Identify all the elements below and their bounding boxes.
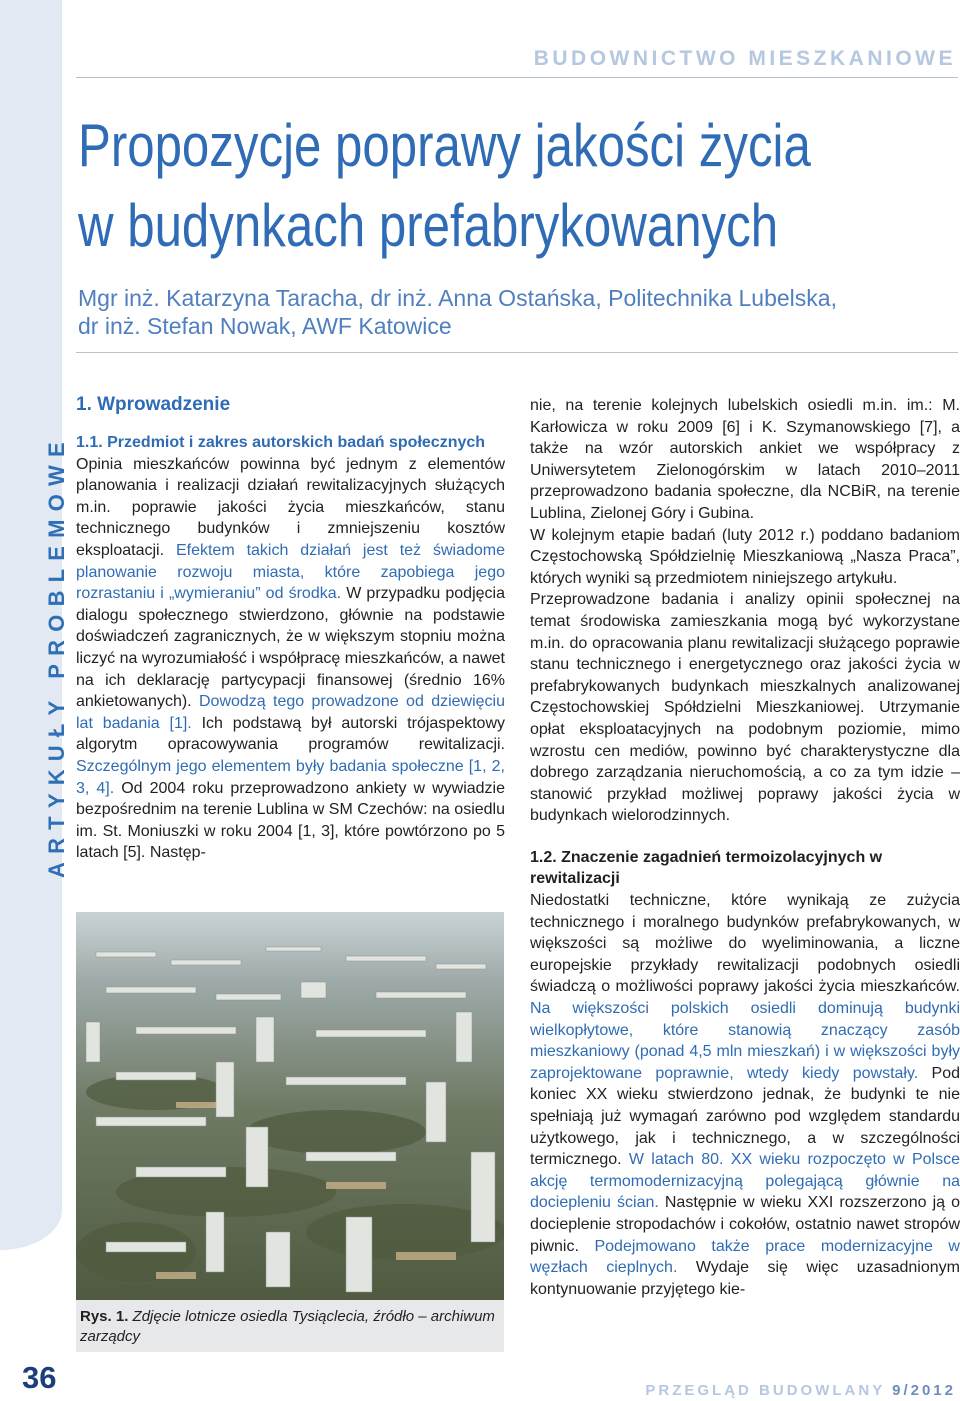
sentence: Opinia mieszkańców powinna być jednym z elementów planowania i realizacji działań rewitalizacyjnych służących m.in. poprawie jakości życia mieszkańców, stanu technicznego budynków i zmniejszeniu kosztów eksploatacji. bbox=[76, 455, 505, 559]
sentence: Na większości polskich osiedli dominują budynki wielkopłytowe, które stanowią znaczący zasób mieszkaniowy (ponad 4,5 mln mieszkań) i w większości były zaprojektowane poprawnie, wtedy kiedy powstały. bbox=[530, 1000, 960, 1082]
page-number: 36 bbox=[22, 1360, 57, 1395]
spacer bbox=[530, 827, 960, 847]
sentence: Niedostatki techniczne, które wynikają ze zużycia technicznego i moralnego budynków prefabrykowanych, w większości są możliwe do wyeliminowania, a liczne europejskie przykłady rewitalizacji podobnych osiedli świadczą o możliwości poprawy jakości życia mieszkańców. bbox=[530, 892, 960, 996]
subsection-heading-1-1: 1.1. Przedmiot i zakres autorskich badań społecznych bbox=[76, 434, 486, 451]
author-line-2: dr inż. Stefan Nowak, AWF Katowice bbox=[78, 313, 452, 339]
sentence: Od 2004 roku przeprowadzono ankiety w wywiadzie bezpośrednim na terenie Lublina w SM Czechów: na osiedlu im. St. Moniuszki w roku 2004 [1, 3], które powtórzono po 5 latach [5]. Następ- bbox=[76, 779, 506, 862]
figure-label: Rys. 1. bbox=[80, 1308, 129, 1325]
paragraph-1-2 bbox=[530, 890, 960, 1300]
section-name: BUDOWNICTWO MIESZKANIOWE bbox=[533, 47, 956, 70]
authors bbox=[78, 284, 938, 340]
right-column bbox=[530, 395, 960, 1300]
paragraph-research-stage: W kolejnym etapie badań (luty 2012 r.) poddano badaniom Częstochowską Spółdzielnię Mieszkaniową „Nasza Praca”, których wyniki są przedmiotem niniejszego artykułu. bbox=[530, 526, 960, 587]
section-heading-1: 1. Wprowadzenie bbox=[76, 394, 231, 415]
sentence: Efektem takich działań jest też świadome planowanie rozwoju miasta, które zapobiega jego rozrastaniu i „wymieraniu” od środka. bbox=[76, 541, 505, 603]
figure-caption-text: Zdjęcie lotnicze osiedla Tysiąclecia, źródło – archiwum zarządcy bbox=[80, 1308, 495, 1345]
subsection-heading-1-2: 1.2. Znaczenie zagadnień termoizolacyjnych w rewitalizacji bbox=[530, 848, 883, 888]
title-divider bbox=[76, 352, 958, 353]
sentence: W latach 80. XX wieku rozpoczęto w Polsce akcję termomodernizacyjną polegającą głównie na dociepleniu ścian. bbox=[530, 1151, 960, 1212]
title-line-1: Propozycje poprawy jakości życia bbox=[78, 112, 811, 179]
aerial-photo bbox=[76, 912, 504, 1300]
sentence: Wydaje się więc uzasadnionym kontynuowanie przyjętego kie- bbox=[530, 1259, 960, 1298]
paragraph-continuation: nie, na terenie kolejnych lubelskich osiedli m.in. im.: M. Karłowicza w roku 2009 [6] i K. Szymanowskiego [7], a także na wzór autorskich ankiet we współpracy z Uniwersytetem Zielonogórskim w latach 2010–2011 przeprowadzono badania społeczne, dla NCBiR, na terenie Lublina, Zielonej Góry i Gubina. bbox=[530, 397, 960, 522]
left-column bbox=[76, 393, 505, 864]
header-divider bbox=[76, 77, 958, 78]
footer-journal bbox=[645, 1382, 956, 1399]
author-line-1: Mgr inż. Katarzyna Taracha, dr inż. Anna Ostańska, Politechnika Lubelska, bbox=[78, 285, 837, 311]
paragraph-1-1 bbox=[76, 454, 505, 864]
article-title bbox=[78, 106, 811, 266]
sentence: Podejmowano także prace modernizacyjne w węzłach cieplnych. bbox=[530, 1237, 960, 1277]
journal-name: PRZEGLĄD BUDOWLANY bbox=[645, 1382, 885, 1399]
issue-number: 9/2012 bbox=[892, 1382, 956, 1399]
title-line-2: w budynkach prefabrykowanych bbox=[78, 192, 779, 259]
sentence: Szczególnym jego elementem były badania społeczne [1, 2, 3, 4]. bbox=[76, 757, 505, 797]
sentence: Następnie w wieku XXI rozszerzono ją o docieplenie stropodachów i cokołów, ostatnio nawet stropów piwnic. bbox=[530, 1194, 960, 1255]
paragraph-analysis: Przeprowadzone badania i analizy opinii społecznej na temat środowiska zamieszkania mogą być wykorzystane m.in. do opracowania planu rewitalizacji służącego poprawie stanu technicznego i energetycznego oraz jakości życia w prefabrykowanych budynkach mieszkalnych analizowanej Częstochowskiej Spółdzielni Mieszkaniowej. Utrzymanie opłat eksploatacyjnych na podobnym poziomie, mimo wzrostu cen mediów, powinno być charakterystyczne dla dobrego zarządzania nieruchomością, a co za tym idzie – stanowić przykład możliwej poprawy jakości życia w budynkach wielorodzinnych. bbox=[530, 591, 960, 825]
sentence: Ich podstawą był autorski trójaspektowy algorytm opracowywania programów rewitalizacji. bbox=[76, 714, 505, 754]
sentence: Dowodzą tego prowadzone od dziewięciu lat badania [1]. bbox=[76, 693, 506, 732]
sentence: Pod koniec XX wieku stwierdzono jednak, że budynki te nie spełniają już wymagań zarówno pod względem standardu użytkowego, jak i technicznego, a w szczególności termicznego. bbox=[530, 1064, 960, 1169]
section-sidebar-label: ARTYKUŁY PROBLEMOWE bbox=[44, 434, 69, 878]
figure-caption bbox=[80, 1307, 500, 1347]
sentence: W przypadku podjęcia dialogu społecznego stwierdzono, głównie na podstawie doświadczeń zagranicznych, że w większym stopniu można liczyć na wyrozumiałość i współpracę mieszkańców, a nawet na ich deklarację partycypacji finansowej (średnio 16% ankietowanych). bbox=[76, 585, 505, 711]
